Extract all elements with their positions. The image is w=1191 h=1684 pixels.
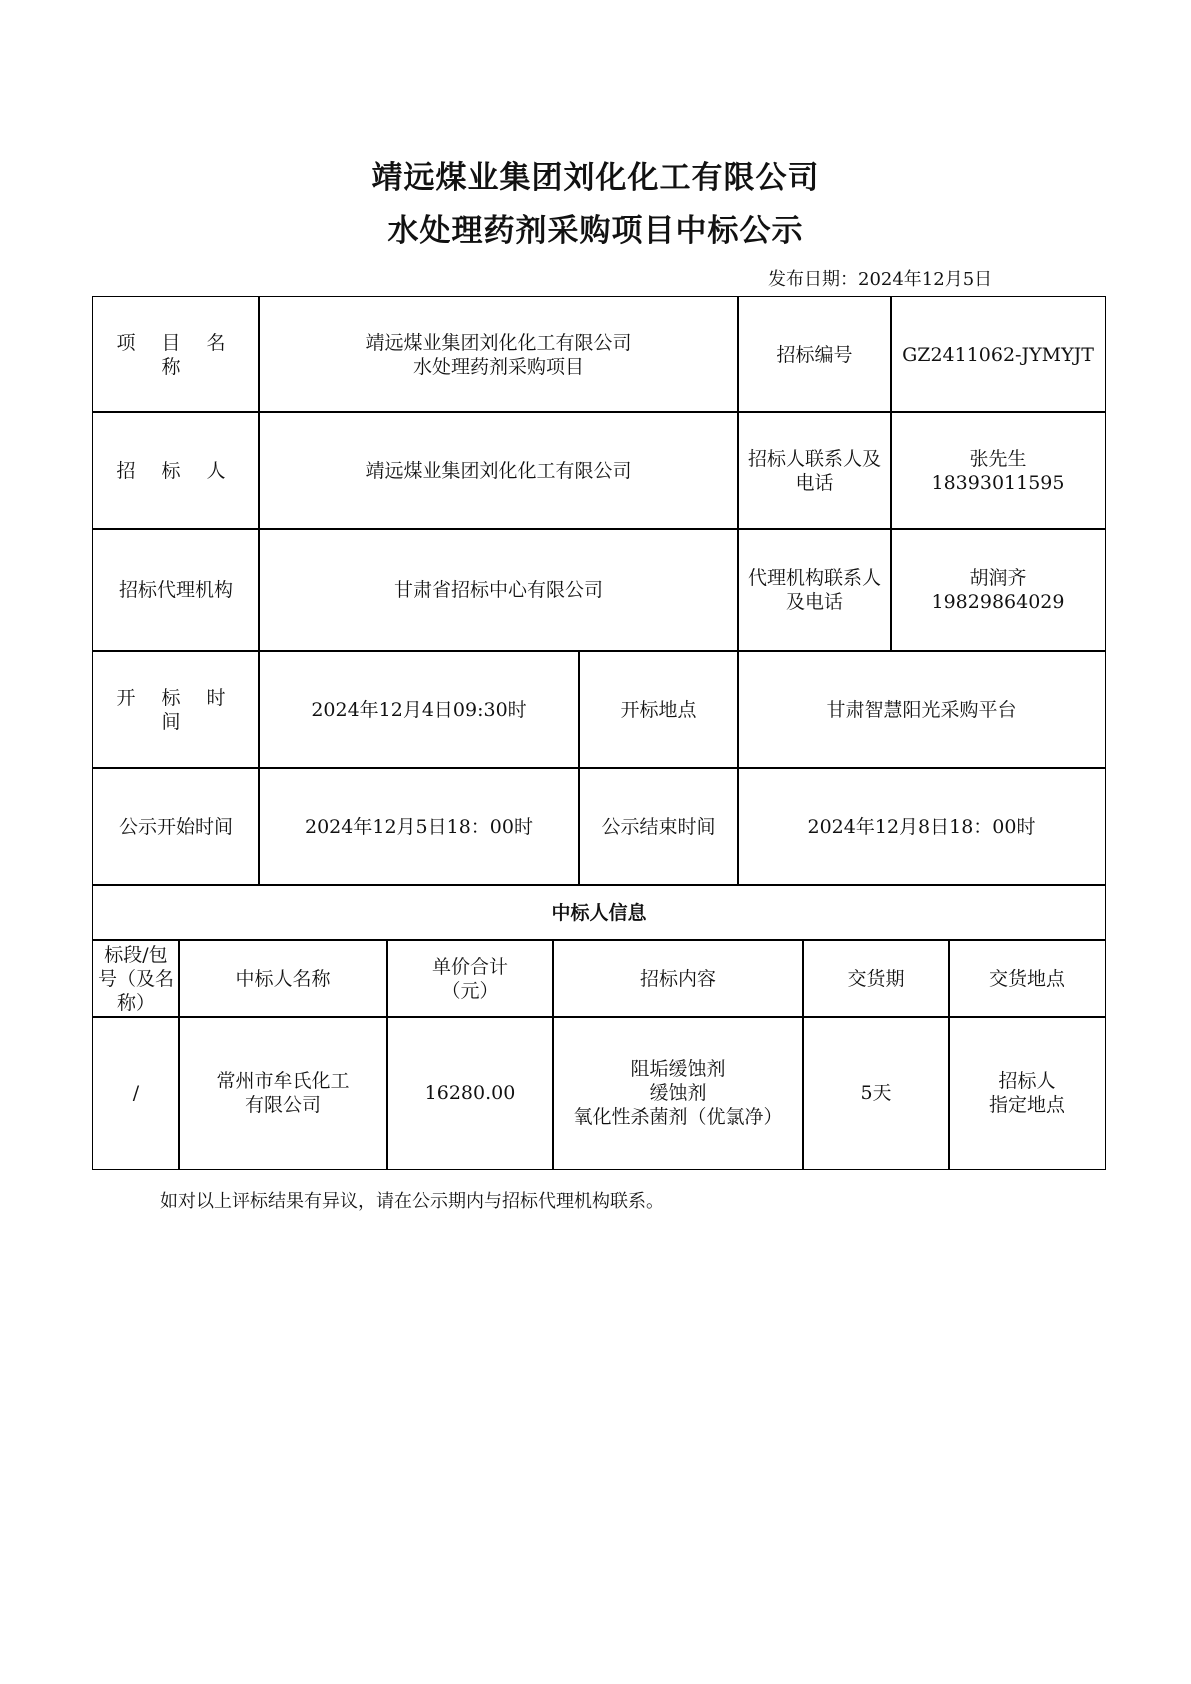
agency-label-cell	[92, 528, 260, 652]
project-name-label-cell	[92, 296, 260, 413]
notice-end-label: 公示结束时间	[601, 815, 716, 838]
open-time-label-cell	[92, 650, 260, 769]
tenderer-cell	[258, 411, 739, 530]
publish-date: 发布日期：2024年12月5日	[768, 269, 993, 290]
row-delivery-place: 招标人 指定地点	[948, 1016, 1106, 1170]
agency-contact: 胡润齐 19829864029	[931, 567, 1065, 613]
notice-start: 2024年12月5日18：00时	[305, 815, 533, 838]
open-place-label-cell	[578, 650, 739, 769]
document-title-line-1: 靖远煤业集团刘化化工有限公司	[371, 160, 820, 196]
open-place: 甘肃智慧阳光采购平台	[826, 698, 1017, 721]
tenderer-contact: 张先生 18393011595	[931, 447, 1065, 494]
tenderer-contact-cell	[890, 411, 1106, 530]
tender-no-label-cell	[737, 296, 892, 413]
tenderer-contact-label-cell	[737, 411, 892, 530]
tender-no-label: 招标编号	[776, 343, 853, 366]
row-unit-price: 16280.00	[386, 1016, 554, 1170]
tenderer-label: 招 标 人	[116, 459, 236, 482]
notice-start-cell	[258, 767, 580, 886]
project-name-cell	[258, 296, 739, 413]
project-name-label: 项 目 名 称	[116, 331, 236, 378]
winner-section-title: 中标人信息	[551, 901, 647, 924]
header-unit-price: 单价合计 （元）	[386, 939, 554, 1018]
header-delivery-place: 交货地点	[948, 939, 1106, 1018]
row-delivery-period: 5天	[802, 1016, 950, 1170]
header-winner-name: 中标人名称	[178, 939, 388, 1018]
tenderer-contact-label: 招标人联系人及 电话	[747, 447, 881, 494]
tender-no: GZ2411062-JYMYJT	[902, 343, 1094, 366]
footer-note: 如对以上评标结果有异议，请在公示期内与招标代理机构联系。	[160, 1191, 664, 1212]
open-time-label: 开 标 时 间	[116, 686, 236, 733]
project-name: 靖远煤业集团刘化化工有限公司 水处理药剂采购项目	[365, 331, 632, 378]
row-lot: /	[92, 1016, 180, 1170]
tender-no-cell	[890, 296, 1106, 413]
open-place-label: 开标地点	[620, 698, 697, 721]
notice-start-label-cell	[92, 767, 260, 886]
header-delivery-period: 交货期	[802, 939, 950, 1018]
open-time-cell	[258, 650, 580, 769]
agency-contact-label: 代理机构联系人 及电话	[747, 567, 881, 613]
open-time: 2024年12月4日09:30时	[311, 698, 527, 721]
notice-end: 2024年12月8日18：00时	[807, 815, 1036, 838]
document-title-line-2: 水处理药剂采购项目中标公示	[387, 213, 804, 249]
notice-start-label: 公示开始时间	[118, 815, 233, 838]
agency-contact-cell	[890, 528, 1106, 652]
notice-end-cell	[737, 767, 1106, 886]
agency-label: 招标代理机构	[118, 579, 233, 601]
agency: 甘肃省招标中心有限公司	[393, 579, 603, 601]
row-winner-name: 常州市牟氏化工 有限公司	[178, 1016, 388, 1170]
agency-cell	[258, 528, 739, 652]
tenderer: 靖远煤业集团刘化化工有限公司	[365, 459, 632, 482]
open-place-cell	[737, 650, 1106, 769]
tenderer-label-cell	[92, 411, 260, 530]
winner-section-title-cell	[92, 884, 1106, 941]
notice-end-label-cell	[578, 767, 739, 886]
agency-contact-label-cell	[737, 528, 892, 652]
header-lot: 标段/包 号（及名 称）	[92, 939, 180, 1018]
row-content: 阻垢缓蚀剂 缓蚀剂 氧化性杀菌剂（优氯净）	[552, 1016, 804, 1170]
header-content: 招标内容	[552, 939, 804, 1018]
